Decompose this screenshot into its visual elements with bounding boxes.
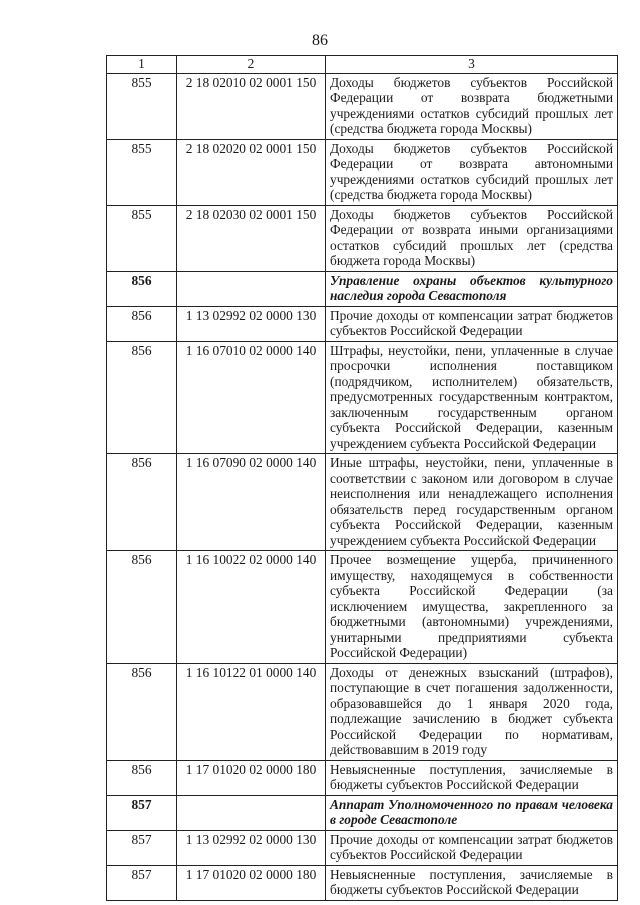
column-header-revenue-code: 2	[177, 56, 326, 74]
section-header-row	[107, 271, 618, 306]
table-row	[107, 551, 618, 664]
revenue-code-cell: 1 16 07010 02 0000 140	[177, 341, 326, 454]
description-cell: Аппарат Уполномоченного по правам человека в городе Севастополе	[326, 795, 618, 830]
table-row	[107, 205, 618, 271]
section-header-row	[107, 795, 618, 830]
revenue-code-cell	[177, 795, 326, 830]
budget-classification-table	[106, 55, 618, 901]
revenue-code-cell	[177, 271, 326, 306]
description-cell: Управление охраны объектов культурного наследия города Севастополя	[326, 271, 618, 306]
column-header-admin-code: 1	[107, 56, 177, 74]
admin-code-cell: 857	[107, 830, 177, 865]
admin-code-cell: 856	[107, 454, 177, 551]
revenue-code-cell: 2 18 02010 02 0001 150	[177, 73, 326, 139]
page-number: 86	[312, 32, 328, 49]
admin-code-cell: 857	[107, 795, 177, 830]
description-cell: Доходы бюджетов субъектов Российской Федерации от возврата иными организациями остатков субсидий прошлых лет (средства бюджета города Москвы)	[326, 205, 618, 271]
table-row	[107, 663, 618, 760]
table-row	[107, 341, 618, 454]
revenue-code-cell: 1 16 10022 02 0000 140	[177, 551, 326, 664]
description-cell: Доходы от денежных взысканий (штрафов), поступающие в счет погашения задолженности, образовавшейся до 1 января 2020 года, подлежащие зачислению в бюджет субъекта Российской Федерации по нормативам, действовавшим в 2019 году	[326, 663, 618, 760]
table-body	[107, 73, 618, 900]
revenue-code-cell: 1 17 01020 02 0000 180	[177, 865, 326, 900]
admin-code-cell: 856	[107, 663, 177, 760]
admin-code-cell: 856	[107, 551, 177, 664]
column-header-description: 3	[326, 56, 618, 74]
admin-code-cell: 856	[107, 341, 177, 454]
description-cell: Штрафы, неустойки, пени, уплаченные в случае просрочки исполнения поставщиком (подрядчиком, исполнителем) обязательств, предусмотренных государственным контрактом, заключенным государственным органом субъекта Российской Федерации, казенным учреждением субъекта Российской Федерации	[326, 341, 618, 454]
admin-code-cell: 855	[107, 139, 177, 205]
description-cell: Прочее возмещение ущерба, причиненного имуществу, находящемуся в собственности субъекта Российской Федерации (за исключением имущества, закрепленного за бюджетными (автономными) учреждениями, унитарными предприятиями субъекта Российской Федерации)	[326, 551, 618, 664]
description-cell: Иные штрафы, неустойки, пени, уплаченные в соответствии с законом или договором в случае неисполнения или ненадлежащего исполнения обязательств перед государственным органом субъекта Российской Федерации, казенным учреждением субъекта Российской Федерации	[326, 454, 618, 551]
description-cell: Прочие доходы от компенсации затрат бюджетов субъектов Российской Федерации	[326, 306, 618, 341]
revenue-code-cell: 1 16 07090 02 0000 140	[177, 454, 326, 551]
table-row	[107, 454, 618, 551]
table-row	[107, 139, 618, 205]
admin-code-cell: 856	[107, 760, 177, 795]
revenue-code-cell: 1 13 02992 02 0000 130	[177, 830, 326, 865]
revenue-code-cell: 2 18 02020 02 0001 150	[177, 139, 326, 205]
description-cell: Доходы бюджетов субъектов Российской Федерации от возврата бюджетными учреждениями остатков субсидий прошлых лет (средства бюджета города Москвы)	[326, 73, 618, 139]
admin-code-cell: 855	[107, 73, 177, 139]
admin-code-cell: 856	[107, 306, 177, 341]
revenue-code-cell: 1 13 02992 02 0000 130	[177, 306, 326, 341]
table-header-row	[107, 56, 618, 74]
description-cell: Невыясненные поступления, зачисляемые в бюджеты субъектов Российской Федерации	[326, 865, 618, 900]
table-row	[107, 830, 618, 865]
admin-code-cell: 855	[107, 205, 177, 271]
admin-code-cell: 857	[107, 865, 177, 900]
table-row	[107, 73, 618, 139]
table-row	[107, 306, 618, 341]
table-row	[107, 760, 618, 795]
description-cell: Невыясненные поступления, зачисляемые в бюджеты субъектов Российской Федерации	[326, 760, 618, 795]
revenue-code-cell: 1 16 10122 01 0000 140	[177, 663, 326, 760]
description-cell: Доходы бюджетов субъектов Российской Федерации от возврата автономными учреждениями остатков субсидий прошлых лет (средства бюджета города Москвы)	[326, 139, 618, 205]
revenue-code-cell: 1 17 01020 02 0000 180	[177, 760, 326, 795]
table-row	[107, 865, 618, 900]
revenue-code-cell: 2 18 02030 02 0001 150	[177, 205, 326, 271]
admin-code-cell: 856	[107, 271, 177, 306]
description-cell: Прочие доходы от компенсации затрат бюджетов субъектов Российской Федерации	[326, 830, 618, 865]
